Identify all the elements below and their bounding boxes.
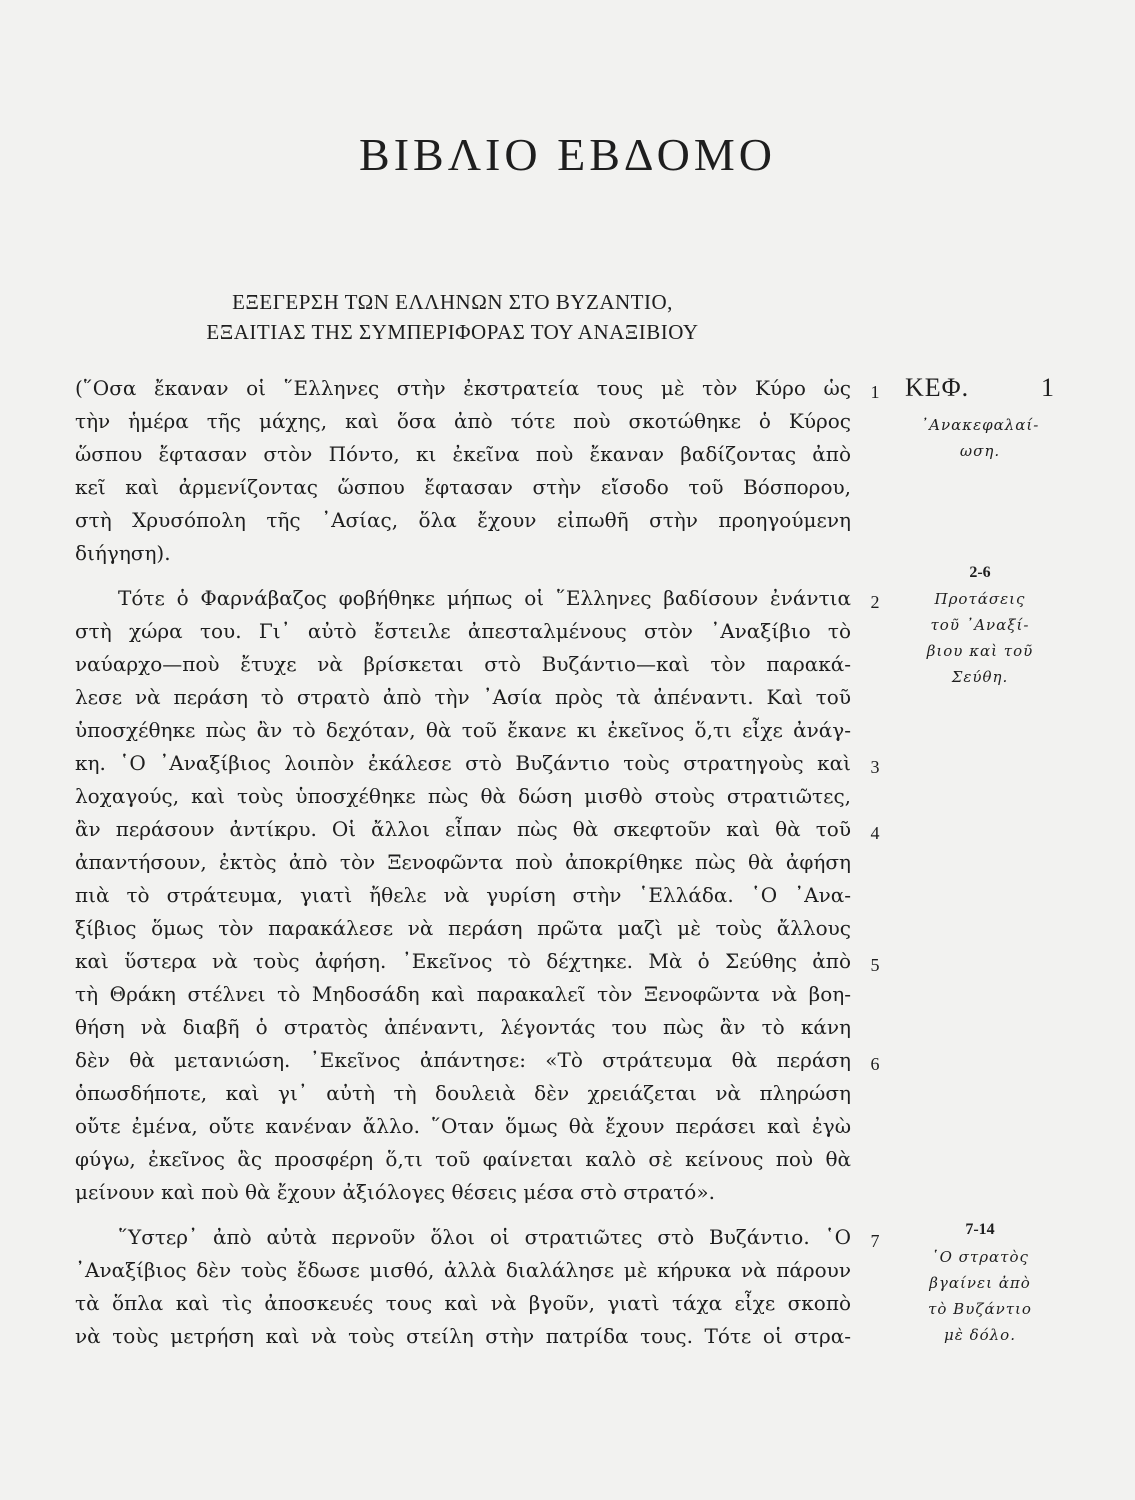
text-line: λοχαγούς, καὶ τοὺς ὑποσχέθηκε πὼς θὰ δώση μισθὸ στοὺς στρατιῶτες, — [75, 784, 851, 808]
text-line: Τότε ὁ Φαρνάβαζος φοβήθηκε μήπως οἱ ῞Ελληνες βαδίσουν ἐνάντια — [118, 586, 851, 610]
margin-note-line: Προτάσεις — [934, 590, 1026, 608]
chapter-heading-line-2: ΕΞΑΙΤΙΑΣ ΤΗΣ ΣΥΜΠΕΡΙΦΟΡΑΣ ΤΟΥ ΑΝΑΞΙΒΙΟΥ — [206, 320, 699, 344]
margin-note-range: 7-14 — [965, 1221, 995, 1238]
margin-note-line: ᾿Ανακεφαλαί- — [920, 416, 1040, 434]
chapter-label-text: ΚΕΦ. — [905, 373, 970, 402]
text-line: στὴ Χρυσόπολη τῆς ᾿Ασίας, ὅλα ἔχουν εἰπωθῆ στὴν προηγούμενη — [75, 508, 851, 532]
margin-note-line: τοῦ ᾿Αναξί- — [930, 616, 1030, 634]
chapter-number: 1 — [1041, 373, 1055, 402]
text-line: ῞Υστερ᾿ ἀπὸ αὐτὰ περνοῦν ὅλοι οἱ στρατιῶτες στὸ Βυζάντιο. ῾Ο — [118, 1225, 851, 1249]
text-line: ὁπωσδήποτε, καὶ γι᾿ αὐτὴ τὴ δουλειὰ δὲν χρειάζεται νὰ πληρώση — [75, 1081, 851, 1105]
section-number: 5 — [870, 955, 880, 975]
text-line: διήγηση). — [75, 541, 171, 565]
margin-note-line: Σεύθη. — [951, 668, 1009, 686]
section-number: 6 — [870, 1054, 880, 1074]
text-line: ξίβιος ὅμως τὸν παρακάλεσε νὰ περάση πρῶτα μαζὶ μὲ τοὺς ἄλλους — [75, 916, 851, 940]
text-line: φύγω, ἐκεῖνος ἂς προσφέρη ὅ,τι τοῦ φαίνεται καλὸ σὲ κείνους ποὺ θὰ — [75, 1147, 851, 1171]
text-line: τὴ Θράκη στέλνει τὸ Μηδοσάδη καὶ παρακαλεῖ τὸν Ξενοφῶντα νὰ βοη- — [75, 982, 851, 1006]
page-title: ΒΙΒΛΙΟ ΕΒΔΟΜΟ — [359, 129, 776, 180]
text-line: ὑποσχέθηκε πὼς ἂν τὸ δεχόταν, θὰ τοῦ ἔκανε κι ἐκεῖνος ὅ,τι εἶχε ἀνάγ- — [75, 718, 851, 742]
text-line: τὴν ἡμέρα τῆς μάχης, καὶ ὅσα ἀπὸ τότε ποὺ σκοτώθηκε ὁ Κύρος — [75, 409, 851, 433]
text-line: ναύαρχο—ποὺ ἔτυχε νὰ βρίσκεται στὸ Βυζάντιο—καὶ τὸν παρακά- — [75, 652, 851, 676]
text-line: νὰ τοὺς μετρήση καὶ νὰ τοὺς στείλη στὴν πατρίδα τους. Τότε οἱ στρα- — [75, 1324, 851, 1348]
chapter-heading-line-1: ΕΞΕΓΕΡΣΗ ΤΩΝ ΕΛΛΗΝΩΝ ΣΤΟ ΒΥΖΑΝΤΙΟ, — [232, 290, 673, 314]
section-number: 2 — [870, 592, 880, 612]
text-line: καὶ ὕστερα νὰ τοὺς ἀφήση. ᾿Εκεῖνος τὸ δέχτηκε. Μὰ ὁ Σεύθης ἀπὸ — [75, 949, 851, 973]
text-line: στὴ χώρα του. Γι᾿ αὐτὸ ἔστειλε ἀπεσταλμένους στὸν ᾿Αναξίβιο τὸ — [75, 619, 851, 643]
text-line: ὥσπου ἔφτασαν στὸν Πόντο, κι ἐκεῖνα ποὺ ἔκαναν βαδίζοντας ἀπὸ — [75, 442, 851, 466]
margin-note-range: 2-6 — [969, 564, 991, 581]
text-line: κη. ῾Ο ᾿Αναξίβιος λοιπὸν ἐκάλεσε στὸ Βυζάντιο τοὺς στρατηγοὺς καὶ — [75, 751, 851, 775]
margin-note-line: τὸ Βυζάντιο — [928, 1300, 1032, 1318]
text-line: θήση νὰ διαβῆ ὁ στρατὸς ἀπέναντι, λέγοντάς του πὼς ἂν τὸ κάνη — [75, 1015, 851, 1039]
text-line: ἂν περάσουν ἀντίκρυ. Οἱ ἄλλοι εἶπαν πὼς θὰ σκεφτοῦν καὶ θὰ τοῦ — [75, 817, 851, 841]
text-line: κεῖ καὶ ἀρμενίζοντας ὥσπου ἔφτασαν στὴν εἴσοδο τοῦ Βόσπορου, — [75, 475, 851, 499]
text-line: (῞Οσα ἔκαναν οἱ ῞Ελληνες στὴν ἐκστρατεία τους μὲ τὸν Κύρο ὡς — [75, 376, 851, 400]
text-line: ἀπαντήσουν, ἐκτὸς ἀπὸ τὸν Ξενοφῶντα ποὺ ἀποκρίθηκε πὼς θὰ ἀφήση — [75, 850, 851, 874]
section-number: 1 — [870, 382, 880, 402]
text-line: λεσε νὰ περάση τὸ στρατὸ ἀπὸ τὴν ᾿Ασία πρὸς τὰ ἀπέναντι. Καὶ τοῦ — [75, 685, 851, 709]
text-line: δὲν θὰ μετανιώση. ᾿Εκεῖνος ἀπάντησε: «Τὸ στράτευμα θὰ περάση — [75, 1048, 851, 1072]
text-line: οὔτε ἐμένα, οὔτε κανέναν ἄλλο. ῞Οταν ὅμως θὰ ἔχουν περάσει καὶ ἐγὼ — [75, 1114, 851, 1138]
text-line: τὰ ὅπλα καὶ τὶς ἀποσκευές τους καὶ νὰ βγοῦν, γιατὶ τάχα εἶχε σκοπὸ — [75, 1291, 851, 1315]
margin-note-line: μὲ δόλο. — [944, 1326, 1016, 1344]
margin-note-line: ωση. — [959, 442, 1001, 460]
text-line: πιὰ τὸ στράτευμα, γιατὶ ἤθελε νὰ γυρίση στὴν ῾Ελλάδα. ῾Ο ᾿Ανα- — [75, 883, 851, 907]
section-number: 4 — [870, 823, 880, 843]
margin-note-line: βιου καὶ τοῦ — [926, 642, 1034, 660]
text-line: μείνουν καὶ ποὺ θὰ ἔχουν ἀξιόλογες θέσεις μέσα στὸ στρατό». — [75, 1180, 715, 1204]
margin-note-line: ῾Ο στρατὸς — [931, 1248, 1029, 1266]
section-number: 7 — [870, 1231, 880, 1251]
section-number: 3 — [870, 757, 880, 777]
text-line: ᾿Αναξίβιος δὲν τοὺς ἔδωσε μισθό, ἀλλὰ διαλάλησε μὲ κήρυκα νὰ πάρουν — [75, 1258, 851, 1282]
margin-note-line: βγαίνει ἀπὸ — [929, 1274, 1031, 1292]
